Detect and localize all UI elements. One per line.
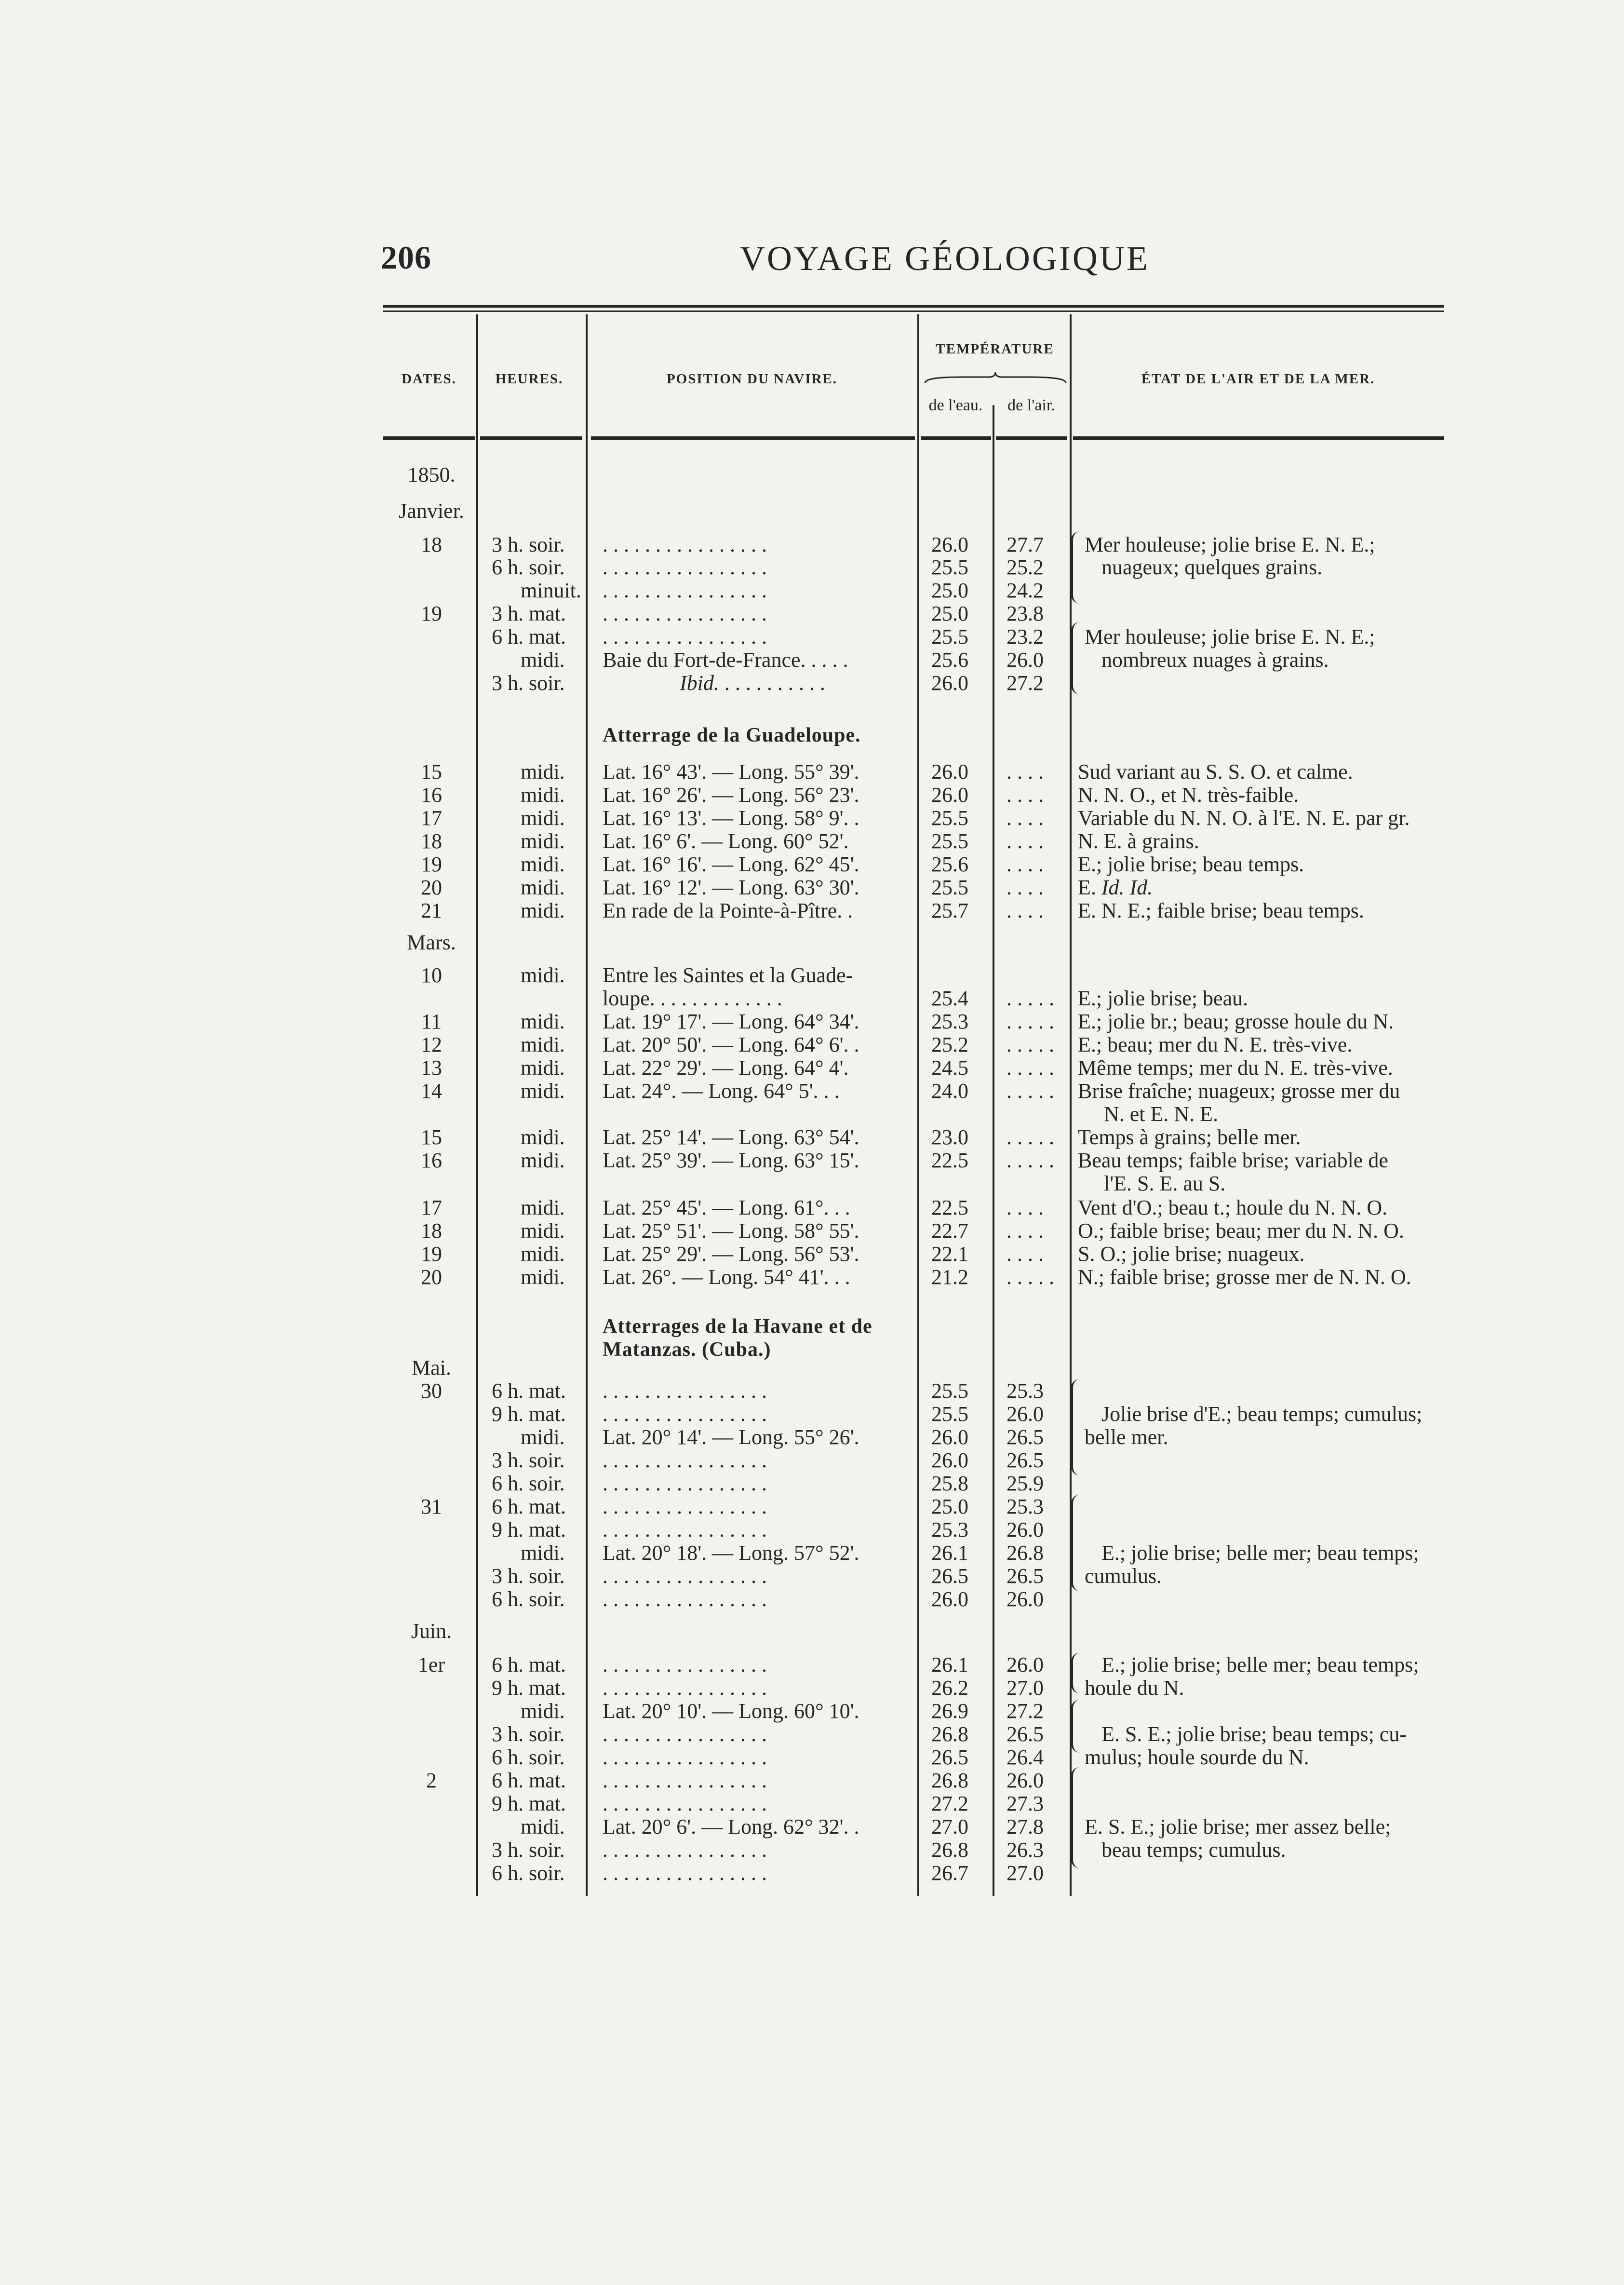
cell-eau: 22.5 — [931, 1196, 968, 1219]
cell-pos: . . . . . . . . . . . . . . . . — [603, 1722, 767, 1746]
cell-air: 26.5 — [1007, 1722, 1044, 1746]
cell-eau: 25.5 — [931, 829, 968, 853]
cell-etat: Vent d'O.; beau t.; houle du N. N. O. — [1078, 1196, 1388, 1219]
header-rule-air — [996, 436, 1067, 440]
cell-air: 26.0 — [1007, 1518, 1044, 1541]
cell-date: 18 — [421, 1219, 442, 1243]
cell-eau: 22.5 — [931, 1149, 968, 1172]
cell-heure: 9 h. mat. — [492, 1402, 566, 1426]
cell-eau: 25.3 — [931, 1518, 968, 1541]
cell-heure: midi. — [521, 1196, 565, 1219]
cell-heure: midi. — [521, 760, 565, 784]
cell-eau: 25.4 — [931, 987, 968, 1010]
cell-heure: midi. — [521, 783, 565, 807]
cell-pos: Baie du Fort-de-France. . . . . — [603, 648, 848, 672]
cell-heure: midi. — [521, 829, 565, 853]
cell-eau: 26.0 — [931, 783, 968, 807]
cell-eau: 25.3 — [931, 1010, 968, 1033]
cell-eau: 26.1 — [931, 1541, 968, 1565]
cell-date: 14 — [421, 1079, 442, 1103]
cell-air: 26.0 — [1007, 1769, 1044, 1792]
cell-heure: 3 h. soir. — [492, 1448, 565, 1472]
cell-etat: E.; jolie br.; beau; grosse houle du N. — [1078, 1010, 1394, 1033]
cell-pos: . . . . . . . . . . . . . . . . — [603, 1676, 767, 1700]
cell-heure: midi. — [521, 1033, 565, 1056]
cell-eau: 26.0 — [931, 760, 968, 784]
cell-etat: E. S. E.; jolie brise; mer assez belle; — [1085, 1815, 1391, 1839]
cell-air: 26.4 — [1007, 1745, 1044, 1769]
cell-eau: 27.2 — [931, 1792, 968, 1815]
cell-date: Mars. — [407, 931, 456, 954]
cell-etat: E.; jolie brise; beau temps. — [1078, 852, 1304, 876]
cell-etat: nombreux nuages à grains. — [1101, 648, 1329, 672]
cell-date: 12 — [421, 1033, 442, 1056]
cell-pos: En rade de la Pointe-à-Pître. . — [603, 899, 853, 922]
cell-date: 31 — [421, 1495, 442, 1518]
cell-heure: 6 h. soir. — [492, 1587, 565, 1611]
cell-eau: 22.7 — [931, 1219, 968, 1243]
cell-pos: . . . . . . . . . . . . . . . . — [603, 625, 767, 649]
cell-air: 26.5 — [1007, 1564, 1044, 1588]
cell-heure: midi. — [521, 1699, 565, 1723]
cell-etat: nuageux; quelques grains. — [1101, 555, 1323, 579]
cell-etat: N. N. O., et N. très-faible. — [1078, 783, 1299, 807]
cell-pos: . . . . . . . . . . . . . . . . — [603, 1472, 767, 1495]
cell-eau: 24.0 — [931, 1079, 968, 1103]
cell-etat: Jolie brise d'E.; beau temps; cumulus; — [1101, 1402, 1423, 1426]
cell-air: . . . . — [1007, 899, 1044, 922]
cell-air: 27.8 — [1007, 1815, 1044, 1839]
cell-eau: 26.5 — [931, 1745, 968, 1769]
cell-eau: 25.6 — [931, 648, 968, 672]
cell-air: . . . . . — [1007, 1125, 1054, 1149]
cell-date: 21 — [421, 899, 442, 922]
cell-air: 25.2 — [1007, 555, 1044, 579]
cell-eau: 25.2 — [931, 1033, 968, 1056]
cell-pos: . . . . . . . . . . . . . . . . — [603, 1402, 767, 1426]
cell-date: 19 — [421, 852, 442, 876]
cell-air: 25.9 — [1007, 1472, 1044, 1495]
cell-heure: midi. — [521, 899, 565, 922]
cell-heure: 9 h. mat. — [492, 1518, 566, 1541]
cell-heure: 3 h. mat. — [492, 602, 566, 625]
column-header-heures: HEURES. — [495, 371, 564, 387]
cell-heure: midi. — [521, 1079, 565, 1103]
cell-heure: midi. — [521, 1541, 565, 1565]
cell-eau: 25.0 — [931, 602, 968, 625]
cell-pos: . . . . . . . . . . . . . . . . — [603, 1792, 767, 1815]
cell-date: 16 — [421, 1149, 442, 1172]
cell-etat: Variable du N. N. O. à l'E. N. E. par gr. — [1078, 806, 1410, 830]
cell-air: . . . . — [1007, 1219, 1044, 1243]
cell-heure: midi. — [521, 1425, 565, 1449]
cell-pos: Lat. 25° 14'. — Long. 63° 54'. — [603, 1125, 859, 1149]
cell-etat: E.; jolie brise; belle mer; beau temps; — [1101, 1541, 1419, 1565]
cell-eau: 25.0 — [931, 1495, 968, 1518]
cell-etat: E.; jolie brise; beau. — [1078, 987, 1248, 1010]
cell-air: 27.7 — [1007, 533, 1044, 556]
cell-air: 26.0 — [1007, 648, 1044, 672]
cell-pos: Ibid. . . . . . . . . . . — [680, 671, 825, 695]
cell-eau: 25.8 — [931, 1472, 968, 1495]
section-heading-guadeloupe: Atterrage de la Guadeloupe. — [603, 724, 861, 746]
cell-eau: 25.0 — [931, 579, 968, 602]
cell-date: 18 — [421, 829, 442, 853]
cell-heure: 9 h. mat. — [492, 1792, 566, 1815]
cell-heure: 6 h. soir. — [492, 555, 565, 579]
cell-air: 25.3 — [1007, 1495, 1044, 1518]
cell-pos: . . . . . . . . . . . . . . . . — [603, 555, 767, 579]
cell-air: 26.0 — [1007, 1653, 1044, 1677]
cell-pos: Lat. 16° 13'. — Long. 58° 9'. . — [603, 806, 859, 830]
cell-heure: midi. — [521, 1242, 565, 1266]
cell-eau: 25.5 — [931, 876, 968, 899]
header-rule-position — [591, 436, 915, 440]
cell-heure: 3 h. soir. — [492, 533, 565, 556]
column-header-position: POSITION DU NAVIRE. — [666, 371, 838, 387]
cell-air: 26.5 — [1007, 1425, 1044, 1449]
cell-heure: 9 h. mat. — [492, 1676, 566, 1700]
cell-etat: N.; faible brise; grosse mer de N. N. O. — [1078, 1265, 1411, 1289]
cell-air: 27.0 — [1007, 1676, 1044, 1700]
cell-pos: Lat. 20° 10'. — Long. 60° 10'. — [603, 1699, 859, 1723]
cell-air: . . . . . — [1007, 1079, 1054, 1103]
cell-date: 19 — [421, 1242, 442, 1266]
column-header-temp-air: de l'air. — [1007, 396, 1055, 414]
cell-pos: Lat. 26°. — Long. 54° 41'. . . — [603, 1265, 850, 1289]
cell-pos: . . . . . . . . . . . . . . . . — [603, 602, 767, 625]
cell-date: 11 — [421, 1010, 442, 1033]
column-rule-3 — [917, 314, 919, 1896]
cell-pos: Lat. 16° 43'. — Long. 55° 39'. — [603, 760, 859, 784]
cell-pos: Lat. 16° 6'. — Long. 60° 52'. — [603, 829, 849, 853]
cell-eau: 26.2 — [931, 1676, 968, 1700]
cell-air: 25.3 — [1007, 1379, 1044, 1403]
cell-pos: Lat. 25° 39'. — Long. 63° 15'. — [603, 1149, 859, 1172]
cell-eau: 26.5 — [931, 1564, 968, 1588]
cell-eau: 26.0 — [931, 1448, 968, 1472]
cell-etat: E. S. E.; jolie brise; beau temps; cu- — [1101, 1722, 1407, 1746]
cell-etat: E.; beau; mer du N. E. très-vive. — [1078, 1033, 1353, 1056]
cell-heure: minuit. — [521, 579, 581, 602]
cell-heure: midi. — [521, 1265, 565, 1289]
cell-date: 20 — [421, 1265, 442, 1289]
cell-heure: midi. — [521, 1815, 565, 1839]
cell-heure: 6 h. mat. — [492, 1653, 566, 1677]
section-heading-havane-2: Matanzas. (Cuba.) — [603, 1339, 771, 1361]
cell-pos: . . . . . . . . . . . . . . . . — [603, 1653, 767, 1677]
cell-etat: S. O.; jolie brise; nuageux. — [1078, 1242, 1305, 1266]
cell-eau: 25.5 — [931, 1379, 968, 1403]
cell-date: Juin. — [411, 1619, 452, 1643]
cell-etat: Même temps; mer du N. E. très-vive. — [1078, 1056, 1393, 1080]
cell-eau: 25.5 — [931, 625, 968, 649]
top-rule-thin — [383, 311, 1444, 312]
cell-date: 30 — [421, 1379, 442, 1403]
cell-pos: Lat. 24°. — Long. 64° 5'. . . — [603, 1079, 840, 1103]
cell-air: . . . . . — [1007, 1056, 1054, 1080]
cell-etat: O.; faible brise; beau; mer du N. N. O. — [1078, 1219, 1404, 1243]
cell-air: 27.3 — [1007, 1792, 1044, 1815]
cell-pos: Lat. 22° 29'. — Long. 64° 4'. — [603, 1056, 849, 1080]
cell-date: 17 — [421, 1196, 442, 1219]
cell-pos: Lat. 19° 17'. — Long. 64° 34'. — [603, 1010, 859, 1033]
cell-heure: midi. — [521, 963, 565, 987]
cell-heure: midi. — [521, 806, 565, 830]
column-rule-4 — [993, 405, 994, 1896]
header-rule-eau — [921, 436, 991, 440]
cell-pos: Lat. 25° 29'. — Long. 56° 53'. — [603, 1242, 859, 1266]
cell-etat: belle mer. — [1085, 1425, 1168, 1449]
cell-eau: 26.7 — [931, 1861, 968, 1885]
cell-air: 26.5 — [1007, 1448, 1044, 1472]
cell-eau: 21.2 — [931, 1265, 968, 1289]
cell-eau: 26.0 — [931, 1587, 968, 1611]
cell-pos: Lat. 16° 12'. — Long. 63° 30'. — [603, 876, 859, 899]
cell-pos: . . . . . . . . . . . . . . . . — [603, 1861, 767, 1885]
cell-date: 16 — [421, 783, 442, 807]
cell-date: 15 — [421, 1125, 442, 1149]
cell-pos: Entre les Saintes et la Guade- — [603, 963, 853, 987]
cell-air: 23.2 — [1007, 625, 1044, 649]
cell-heure: midi. — [521, 1010, 565, 1033]
cell-heure: midi. — [521, 1125, 565, 1149]
cell-pos: . . . . . . . . . . . . . . . . — [603, 1838, 767, 1862]
cell-heure: midi. — [521, 1149, 565, 1172]
cell-heure: 6 h. mat. — [492, 625, 566, 649]
cell-date: 1850. — [407, 463, 456, 487]
cell-heure: 6 h. mat. — [492, 1769, 566, 1792]
cell-etat: N. E. à grains. — [1078, 829, 1199, 853]
group-brace — [1071, 1495, 1080, 1591]
cell-etat: Temps à grains; belle mer. — [1078, 1125, 1301, 1149]
cell-eau: 22.1 — [931, 1242, 968, 1266]
cell-eau: 26.0 — [931, 1425, 968, 1449]
cell-date: 18 — [421, 533, 442, 556]
group-brace — [1071, 531, 1080, 604]
cell-date: 13 — [421, 1056, 442, 1080]
cell-air: . . . . — [1007, 1196, 1044, 1219]
column-header-temp-eau: de l'eau. — [928, 396, 983, 414]
cell-heure: 3 h. soir. — [492, 1564, 565, 1588]
cell-eau: 25.5 — [931, 555, 968, 579]
column-header-etat: ÉTAT DE L'AIR ET DE LA MER. — [1141, 371, 1375, 387]
cell-heure: midi. — [521, 1219, 565, 1243]
cell-pos: . . . . . . . . . . . . . . . . — [603, 1769, 767, 1792]
column-header-temperature: TEMPÉRATURE — [936, 341, 1054, 357]
cell-air: . . . . . — [1007, 1265, 1054, 1289]
cell-eau: 26.1 — [931, 1653, 968, 1677]
cell-date: Janvier. — [399, 499, 464, 523]
cell-etat: Brise fraîche; nuageux; grosse mer du — [1078, 1079, 1400, 1103]
page-number: 206 — [381, 239, 431, 276]
cell-heure: 6 h. soir. — [492, 1861, 565, 1885]
cell-pos: . . . . . . . . . . . . . . . . — [603, 1495, 767, 1518]
cell-date: 19 — [421, 602, 442, 625]
cell-date: 1er — [417, 1653, 445, 1677]
cell-date: 2 — [426, 1769, 437, 1792]
cell-date: Mai. — [412, 1356, 451, 1379]
column-header-dates: DATES. — [402, 371, 456, 387]
cell-air: . . . . . — [1007, 1149, 1054, 1172]
cell-heure: 6 h. soir. — [492, 1472, 565, 1495]
cell-etat: mulus; houle sourde du N. — [1085, 1745, 1309, 1769]
cell-heure: midi. — [521, 876, 565, 899]
cell-date: 20 — [421, 876, 442, 899]
cell-eau: 26.8 — [931, 1722, 968, 1746]
cell-pos: Lat. 25° 51'. — Long. 58° 55'. — [603, 1219, 859, 1243]
cell-etat: houle du N. — [1085, 1676, 1184, 1700]
cell-air: 26.8 — [1007, 1541, 1044, 1565]
cell-heure: 3 h. soir. — [492, 1838, 565, 1862]
cell-etat: E. Id. Id. — [1078, 876, 1153, 899]
cell-air: . . . . . — [1007, 1010, 1054, 1033]
cell-pos: loupe. . . . . . . . . . . . . — [603, 987, 782, 1010]
cell-air: 27.0 — [1007, 1861, 1044, 1885]
cell-air: 27.2 — [1007, 671, 1044, 695]
cell-heure: 3 h. soir. — [492, 1722, 565, 1746]
cell-date: 17 — [421, 806, 442, 830]
cell-etat: E.; jolie brise; belle mer; beau temps; — [1101, 1653, 1419, 1677]
cell-air: 26.3 — [1007, 1838, 1044, 1862]
cell-pos: Lat. 20° 18'. — Long. 57° 52'. — [603, 1541, 859, 1565]
cell-eau: 26.9 — [931, 1699, 968, 1723]
cell-pos: . . . . . . . . . . . . . . . . — [603, 1518, 767, 1541]
cell-air: . . . . — [1007, 806, 1044, 830]
cell-pos: . . . . . . . . . . . . . . . . — [603, 1745, 767, 1769]
cell-air: 27.2 — [1007, 1699, 1044, 1723]
cell-date: 15 — [421, 760, 442, 784]
group-brace — [1071, 1700, 1080, 1753]
cell-pos: Lat. 20° 6'. — Long. 62° 32'. . — [603, 1815, 859, 1839]
cell-air: . . . . — [1007, 1242, 1044, 1266]
cell-air: . . . . — [1007, 876, 1044, 899]
cell-eau: 26.8 — [931, 1769, 968, 1792]
cell-pos: Lat. 25° 45'. — Long. 61°. . . — [603, 1196, 850, 1219]
cell-pos: Lat. 16° 16'. — Long. 62° 45'. — [603, 852, 859, 876]
cell-eau: 23.0 — [931, 1125, 968, 1149]
cell-air: . . . . — [1007, 829, 1044, 853]
cell-heure: midi. — [521, 852, 565, 876]
column-rule-2 — [586, 314, 588, 1896]
section-heading-havane-1: Atterrages de la Havane et de — [603, 1315, 872, 1338]
cell-pos: . . . . . . . . . . . . . . . . — [603, 1448, 767, 1472]
cell-eau: 25.7 — [931, 899, 968, 922]
cell-etat: N. et E. N. E. — [1104, 1102, 1219, 1126]
cell-eau: 26.8 — [931, 1838, 968, 1862]
cell-pos: . . . . . . . . . . . . . . . . — [603, 1379, 767, 1403]
cell-eau: 26.0 — [931, 671, 968, 695]
cell-pos: Lat. 20° 50'. — Long. 64° 6'. . — [603, 1033, 859, 1056]
cell-etat: E. N. E.; faible brise; beau temps. — [1078, 899, 1364, 922]
temperature-brace-icon — [923, 371, 1068, 386]
cell-heure: 6 h. mat. — [492, 1495, 566, 1518]
cell-air: 23.8 — [1007, 602, 1044, 625]
cell-air: . . . . — [1007, 760, 1044, 784]
cell-air: 26.0 — [1007, 1402, 1044, 1426]
header-rule-etat — [1073, 436, 1444, 440]
cell-eau: 25.6 — [931, 852, 968, 876]
cell-air: . . . . . — [1007, 987, 1054, 1010]
group-brace — [1071, 1653, 1080, 1693]
cell-pos: Lat. 20° 14'. — Long. 55° 26'. — [603, 1425, 859, 1449]
cell-etat: Mer houleuse; jolie brise E. N. E.; — [1085, 533, 1375, 556]
cell-etat: Sud variant au S. S. O. et calme. — [1078, 760, 1353, 784]
cell-pos: . . . . . . . . . . . . . . . . — [603, 533, 767, 556]
page-title: VOYAGE GÉOLOGIQUE — [740, 239, 1150, 278]
cell-eau: 27.0 — [931, 1815, 968, 1839]
cell-air: . . . . . — [1007, 1033, 1054, 1056]
cell-etat: Mer houleuse; jolie brise E. N. E.; — [1085, 625, 1375, 649]
cell-heure: midi. — [521, 1056, 565, 1080]
cell-eau: 26.0 — [931, 533, 968, 556]
cell-eau: 25.5 — [931, 1402, 968, 1426]
cell-pos: . . . . . . . . . . . . . . . . — [603, 579, 767, 602]
cell-heure: 3 h. soir. — [492, 671, 565, 695]
cell-heure: midi. — [521, 648, 565, 672]
cell-etat: beau temps; cumulus. — [1101, 1838, 1286, 1862]
cell-air: . . . . — [1007, 783, 1044, 807]
cell-date: 10 — [421, 963, 442, 987]
cell-pos: . . . . . . . . . . . . . . . . — [603, 1587, 767, 1611]
cell-air: . . . . — [1007, 852, 1044, 876]
cell-heure: 6 h. soir. — [492, 1745, 565, 1769]
group-brace — [1071, 622, 1080, 694]
cell-pos: . . . . . . . . . . . . . . . . — [603, 1564, 767, 1588]
cell-eau: 24.5 — [931, 1056, 968, 1080]
cell-pos: Lat. 16° 26'. — Long. 56° 23'. — [603, 783, 859, 807]
header-rule-dates — [383, 436, 475, 440]
cell-etat: cumulus. — [1085, 1564, 1162, 1588]
cell-heure: 6 h. mat. — [492, 1379, 566, 1403]
cell-eau: 25.5 — [931, 806, 968, 830]
top-rule-thick — [383, 305, 1444, 308]
group-brace — [1071, 1767, 1080, 1868]
cell-etat: Beau temps; faible brise; variable de — [1078, 1149, 1388, 1172]
group-brace — [1071, 1379, 1080, 1475]
cell-air: 24.2 — [1007, 579, 1044, 602]
cell-air: 26.0 — [1007, 1587, 1044, 1611]
cell-etat: l'E. S. E. au S. — [1104, 1172, 1226, 1195]
header-rule-heures — [480, 436, 582, 440]
